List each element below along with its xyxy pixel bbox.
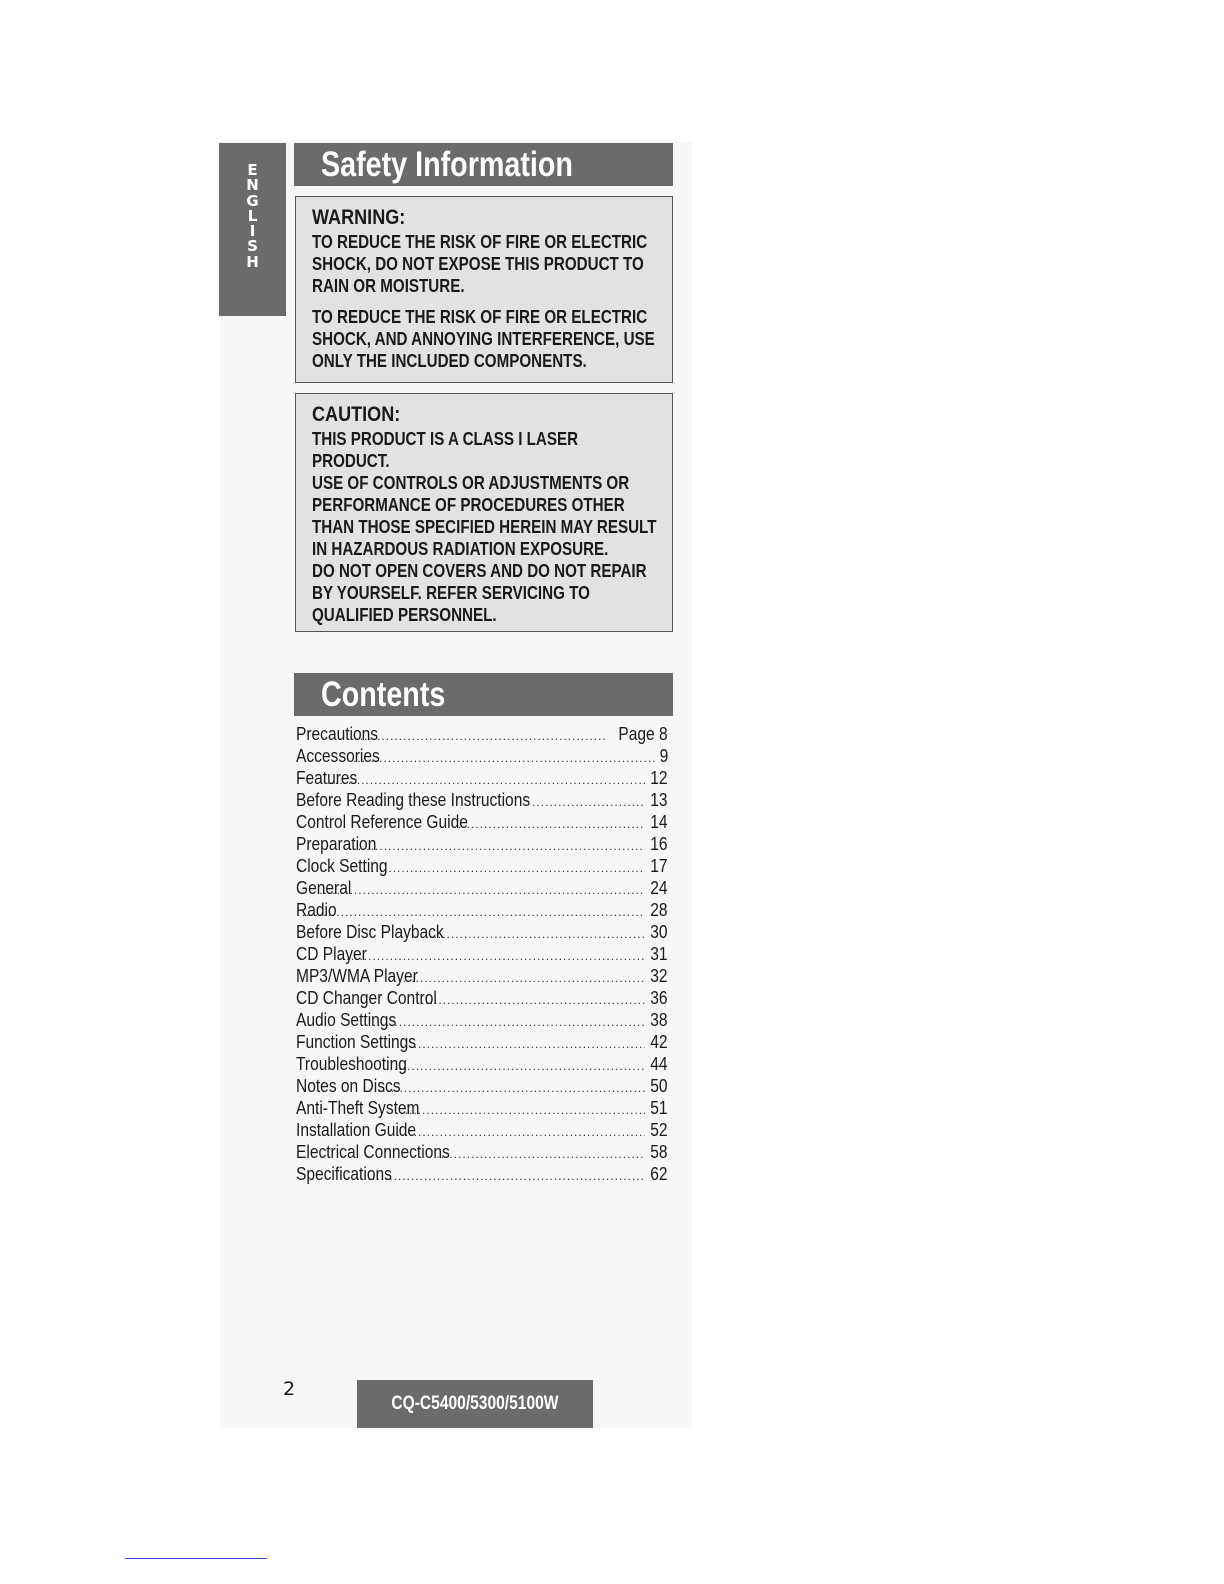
toc-entry-label: Audio Settings [296,1009,397,1030]
toc-entry-page: 32 [650,965,668,986]
toc-leader-dots [436,1143,645,1163]
toc-entry-label: General [296,877,352,898]
toc-entry-page: 16 [650,833,668,854]
toc-leader-dots [302,901,646,921]
toc-entry[interactable] [296,1075,668,1097]
toc-leader-dots [398,967,645,987]
toc-entry[interactable] [296,811,668,833]
caution-line: PERFORMANCE OF PROCEDURES OTHER [312,494,625,515]
toc-entry-page: 62 [650,1163,668,1184]
toc-entry-page: 50 [650,1075,668,1096]
toc-leader-dots [396,1121,645,1141]
warning-title: WARNING: [312,206,406,229]
page-number: 2 [283,1378,296,1400]
toc-entry[interactable] [296,965,668,987]
toc-leader-dots [378,1077,646,1097]
toc-entry[interactable] [296,943,668,965]
toc-leader-dots [338,945,646,965]
warning-line: TO REDUCE THE RISK OF FIRE OR ELECTRIC [312,231,648,252]
toc-entry[interactable] [296,899,668,921]
toc-leader-dots [458,813,645,833]
paragraph-gap [312,297,672,306]
warning-line: SHOCK, AND ANNOYING INTERFERENCE, USE [312,328,655,349]
toc-entry-label: Precautions [296,723,379,744]
toc-entry-page: 31 [650,943,668,964]
toc-entry-label: Control Reference Guide [296,811,468,832]
toc-leader-dots [319,879,645,899]
toc-entry[interactable] [296,1031,668,1053]
caution-line: PRODUCT. [312,450,390,471]
contents-title: Contents [321,674,446,714]
toc-entry-page: 42 [650,1031,668,1052]
toc-entry-label: Features [296,767,358,788]
warning-line: TO REDUCE THE RISK OF FIRE OR ELECTRIC [312,306,648,327]
toc-entry-label: CD Changer Control [296,987,437,1008]
toc-entry-label: Function Settings [296,1031,417,1052]
toc-entry-label: Before Reading these Instructions [296,789,531,810]
caution-title: CAUTION: [312,403,401,426]
toc-leader-dots [532,791,645,811]
toc-entry-page: 24 [650,877,668,898]
toc-entry[interactable] [296,1097,668,1119]
toc-entry-label: Accessories [296,745,380,766]
toc-entry-label: Clock Setting [296,855,388,876]
language-tab [219,143,286,316]
toc-entry-label: Radio [296,899,337,920]
toc-entry[interactable] [296,745,668,767]
toc-leader-dots [351,725,607,745]
toc-leader-dots [368,1165,646,1185]
toc-entry-page: 13 [650,789,668,810]
toc-leader-dots [362,857,645,877]
toc-entry[interactable] [296,1009,668,1031]
toc-entry[interactable] [296,767,668,789]
toc-entry-label: Troubleshooting [296,1053,407,1074]
toc-entry-page: 30 [650,921,668,942]
toc-leader-dots [400,1099,645,1119]
caution-line: DO NOT OPEN COVERS AND DO NOT REPAIR [312,560,647,581]
caution-line: THAN THOSE SPECIFIED HEREIN MAY RESULT [312,516,657,537]
toc-leader-dots [373,1011,646,1031]
toc-entry-page: 58 [650,1141,668,1162]
toc-leader-dots [353,747,656,767]
toc-entry-label: CD Player [296,943,367,964]
toc-leader-dots [349,835,645,855]
toc-entry-page: 9 [659,745,668,766]
toc-entry-page: 14 [650,811,668,832]
caution-line: USE OF CONTROLS OR ADJUSTMENTS OR [312,472,630,493]
toc-entry[interactable] [296,855,668,877]
toc-entry[interactable] [296,723,668,745]
toc-leader-dots [396,1033,645,1053]
safety-information-title: Safety Information [321,144,573,184]
caution-box [295,393,673,632]
language-tab-label: E N G L I S H [246,161,259,271]
toc-leader-dots [421,989,645,1009]
toc-entry-page: 17 [650,855,668,876]
toc-entry-page: Page 8 [618,723,668,744]
contents-header [294,673,673,716]
warning-line: ONLY THE INCLUDED COMPONENTS. [312,350,587,371]
toc-leader-dots [326,769,645,789]
toc-entry-page: 28 [650,899,668,920]
toc-entry-label: Preparation [296,833,377,854]
toc-entry[interactable] [296,789,668,811]
model-badge [357,1380,593,1428]
toc-entry[interactable] [296,877,668,899]
toc-leader-dots [385,1055,645,1075]
footer-link-underline[interactable] [125,1558,267,1559]
safety-information-header [294,143,673,186]
toc-entry-page: 51 [650,1097,668,1118]
toc-entry[interactable] [296,1141,668,1163]
toc-entry-label: Installation Guide [296,1119,417,1140]
caution-line: QUALIFIED PERSONNEL. [312,604,497,625]
toc-entry[interactable] [296,1119,668,1141]
toc-entry-label: Anti-Theft System [296,1097,420,1118]
toc-entry-page: 38 [650,1009,668,1030]
caution-line: IN HAZARDOUS RADIATION EXPOSURE. [312,538,609,559]
toc-entry-label: Electrical Connections [296,1141,450,1162]
table-of-contents [296,723,668,1185]
toc-entry[interactable] [296,987,668,1009]
warning-line: RAIN OR MOISTURE. [312,275,465,296]
caution-line: BY YOURSELF. REFER SERVICING TO [312,582,590,603]
warning-box [295,196,673,383]
toc-entry-page: 36 [650,987,668,1008]
toc-entry-label: Before Disc Playback [296,921,444,942]
toc-entry-label: Specifications [296,1163,392,1184]
toc-entry-page: 44 [650,1053,668,1074]
toc-entry[interactable] [296,833,668,855]
toc-entry-label: MP3/WMA Player [296,965,418,986]
warning-line: SHOCK, DO NOT EXPOSE THIS PRODUCT TO [312,253,644,274]
caution-line: THIS PRODUCT IS A CLASS I LASER [312,428,579,449]
toc-entry-page: 52 [650,1119,668,1140]
toc-entry[interactable] [296,1053,668,1075]
toc-entry-label: Notes on Discs [296,1075,401,1096]
toc-entry-page: 12 [650,767,668,788]
toc-entry[interactable] [296,1163,668,1185]
toc-entry[interactable] [296,921,668,943]
toc-leader-dots [429,923,645,943]
model-name: CQ-C5400/5300/5100W [391,1393,559,1414]
